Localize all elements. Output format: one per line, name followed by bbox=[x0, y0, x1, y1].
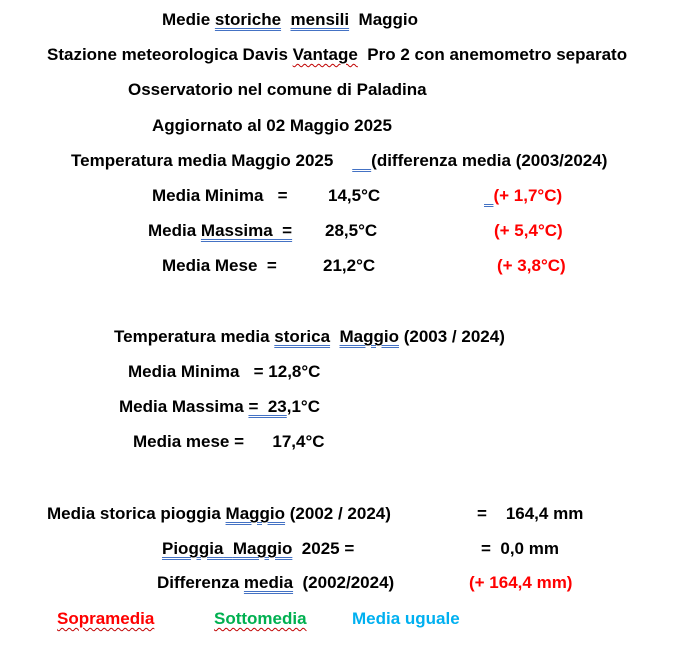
rain-historical-post: (2002 / 2024) bbox=[285, 504, 391, 523]
current-heading-gap bbox=[333, 151, 352, 170]
current-max-label bbox=[148, 221, 292, 241]
current-max-diff: (+ 5,4°C) bbox=[494, 221, 563, 240]
historical-mean: Media mese = 17,4°C bbox=[133, 432, 325, 451]
rain-historical-maggio: Maggio bbox=[225, 504, 286, 523]
rain-historical-value: = 164,4 mm bbox=[477, 504, 584, 523]
rain-historical-pre: Media storica pioggia bbox=[47, 504, 226, 523]
historical-max-pre: Media Massima bbox=[119, 397, 249, 416]
updated-line: Aggiornato al 02 Maggio 2025 bbox=[152, 116, 392, 135]
title-space bbox=[281, 10, 290, 29]
rain-diff-value: (+ 164,4 mm) bbox=[469, 573, 573, 592]
current-heading bbox=[71, 151, 607, 171]
rain-current-label bbox=[162, 539, 354, 559]
legend-above: Sopramedia bbox=[57, 609, 155, 628]
current-max-label-pre: Media bbox=[148, 221, 201, 240]
title-suffix: Maggio bbox=[349, 10, 419, 29]
rain-historical-label bbox=[47, 504, 391, 524]
current-mean-value: 21,2°C bbox=[323, 256, 376, 275]
historical-max-word: = 23 bbox=[248, 397, 287, 416]
historical-heading bbox=[114, 327, 505, 347]
page-title bbox=[162, 10, 418, 30]
legend-equal: Media uguale bbox=[352, 609, 460, 628]
station-vantage: Vantage bbox=[292, 45, 358, 64]
current-heading-right: (differenza media (2003/2024) bbox=[371, 151, 608, 170]
rain-current-maggio: Maggio bbox=[232, 539, 293, 558]
rain-diff-label bbox=[157, 573, 394, 593]
current-min-diff bbox=[484, 186, 562, 206]
rain-diff-post: (2002/2024) bbox=[293, 573, 395, 592]
current-min-value: 14,5°C bbox=[328, 186, 381, 205]
historical-heading-post: (2003 / 2024) bbox=[399, 327, 505, 346]
historical-heading-maggio: Maggio bbox=[339, 327, 399, 346]
historical-heading-pre: Temperatura media bbox=[114, 327, 275, 346]
station-prefix: Stazione meteorologica Davis bbox=[47, 45, 293, 64]
current-heading-left: Temperatura media Maggio 2025 bbox=[71, 151, 334, 170]
title-word-mensili: mensili bbox=[290, 10, 350, 29]
current-heading-underline-gap bbox=[352, 151, 371, 170]
historical-min: Media Minima = 12,8°C bbox=[128, 362, 321, 381]
current-max-label-word: Massima = bbox=[200, 221, 293, 240]
rain-current-pioggia: Pioggia bbox=[162, 539, 224, 558]
rain-current-post: 2025 = bbox=[292, 539, 355, 558]
current-mean-label: Media Mese = bbox=[162, 256, 277, 275]
current-min-label: Media Minima = bbox=[152, 186, 288, 205]
historical-heading-gap bbox=[330, 327, 339, 346]
historical-max-post: ,1°C bbox=[286, 397, 321, 416]
historical-max bbox=[119, 397, 320, 417]
station-suffix: Pro 2 con anemometro separato bbox=[357, 45, 628, 64]
observatory-line: Osservatorio nel comune di Paladina bbox=[128, 80, 427, 99]
title-prefix: Medie bbox=[162, 10, 215, 29]
rain-diff-media: media bbox=[243, 573, 294, 592]
rain-current-gap bbox=[223, 539, 232, 558]
rain-current-value: = 0,0 mm bbox=[481, 539, 559, 558]
current-max-value: 28,5°C bbox=[325, 221, 378, 240]
current-mean-diff: (+ 3,8°C) bbox=[497, 256, 566, 275]
legend-below: Sottomedia bbox=[214, 609, 307, 628]
rain-diff-pre: Differenza bbox=[157, 573, 244, 592]
title-word-storiche: storiche bbox=[214, 10, 282, 29]
historical-heading-storica: storica bbox=[274, 327, 331, 346]
station-line bbox=[47, 45, 627, 65]
current-min-diff-text: (+ 1,7°C) bbox=[493, 186, 563, 205]
